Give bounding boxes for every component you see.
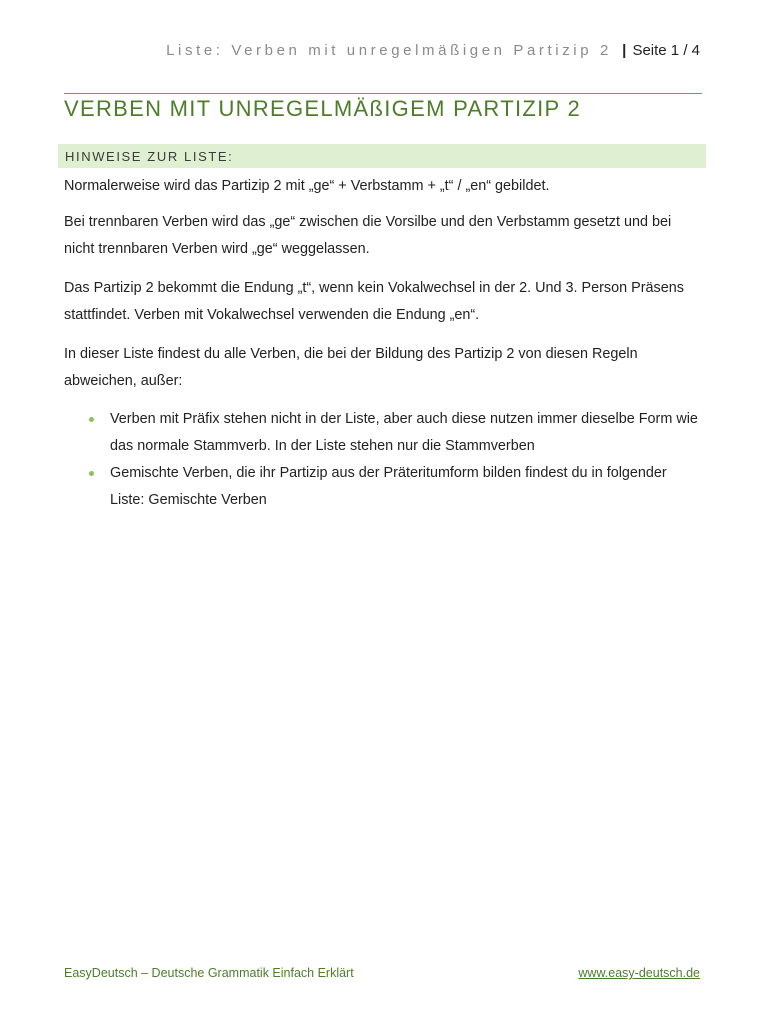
footer-website-link[interactable]: www.easy-deutsch.de [578,966,700,980]
page-title: VERBEN MIT UNREGELMÄßIGEM PARTIZIP 2 [64,96,582,121]
paragraph-rule-general: Normalerweise wird das Partizip 2 mit „ge“ + Verbstamm + „t“ / „en“ gebildet. [64,178,550,194]
exception-list [64,406,704,514]
header-divider [64,93,702,94]
header-page-number: Seite 1 / 4 [632,42,700,59]
bullet-icon [89,417,94,422]
list-item-text: Gemischte Verben, die ihr Partizip aus der Präteritumform bilden findest du in folgender Liste: Gemischte Verben [110,465,667,508]
bullet-icon [89,471,94,476]
paragraph-endings: Das Partizip 2 bekommt die Endung „t“, wenn kein Vokalwechsel in der 2. Und 3. Person Präsens stattfindet. Verben mit Vokalwechsel verwenden die Endung „en“. [64,280,684,323]
list-item-text: Verben mit Präfix stehen nicht in der Liste, aber auch diese nutzen immer dieselbe Form wie das normale Stammverb. In der Liste stehen nur die Stammverben [110,411,698,454]
paragraph-separable-verbs: Bei trennbaren Verben wird das „ge“ zwischen die Vorsilbe und den Verbstamm gesetzt und bei nicht trennbaren Verben wird „ge“ weggelassen. [64,214,672,257]
paragraph-list-intro: In dieser Liste findest du alle Verben, die bei der Bildung des Partizip 2 von diesen Regeln abweichen, außer: [64,346,638,389]
page-header [166,42,700,59]
section-heading: HINWEISE ZUR LISTE: [65,149,234,164]
header-document-title: Liste: Verben mit unregelmäßigen Partizip 2 [166,42,612,59]
list-item [64,406,704,460]
header-separator: | [622,42,627,59]
list-item [64,460,704,514]
footer-brand: EasyDeutsch – Deutsche Grammatik Einfach Erklärt [64,966,354,980]
